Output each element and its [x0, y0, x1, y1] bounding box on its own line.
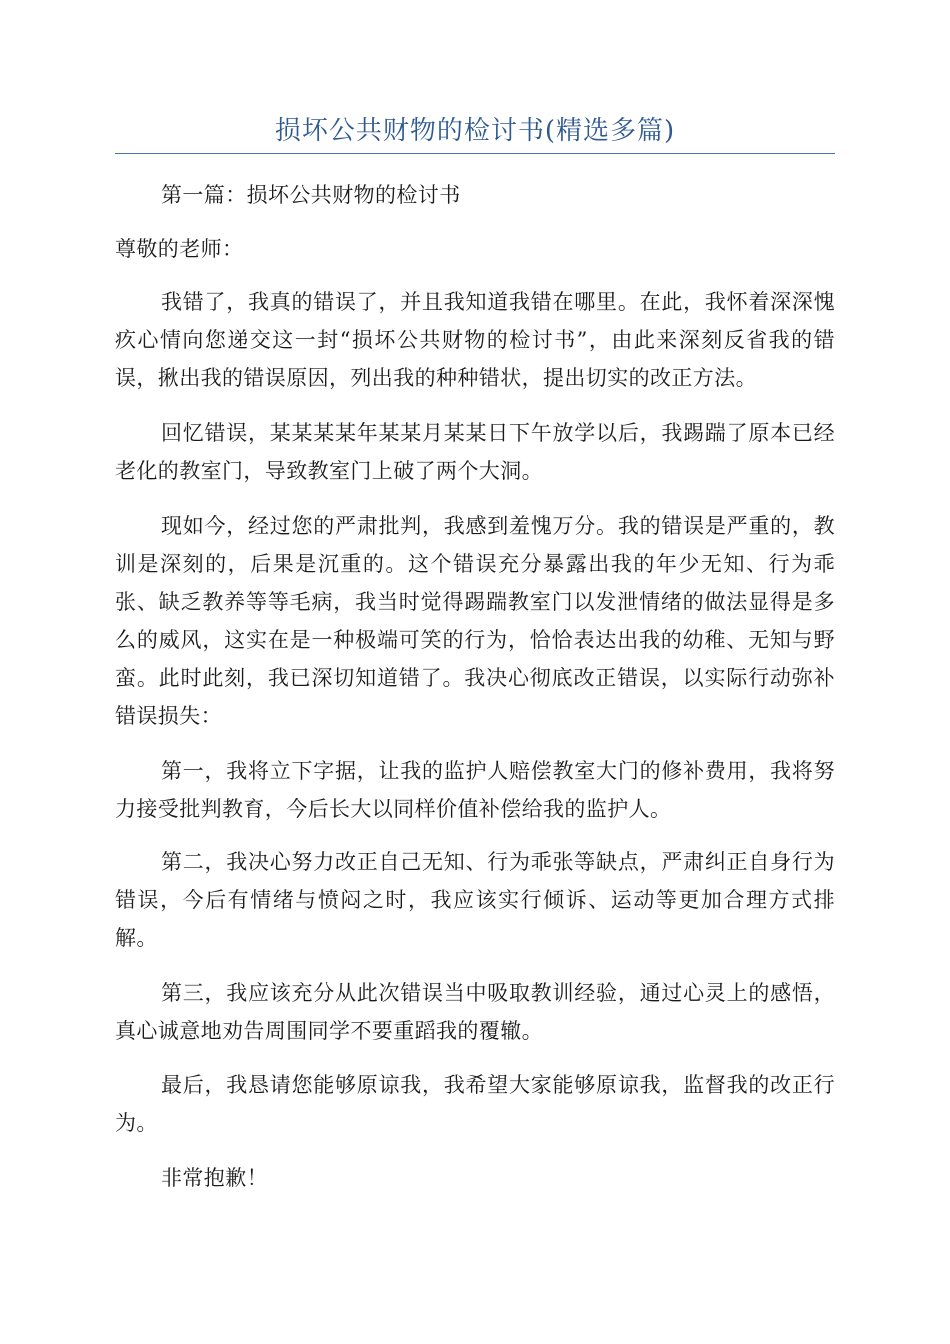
- paragraph-final-apology: 非常抱歉！: [161, 1166, 268, 1190]
- paragraph-apology-intro: 我错了，我真的错误了，并且我知道我错在哪里。在此，我怀着深深愧疚心情向您递交这一封“损坏公共财物的检讨书”，由此来深刻反省我的错误，揪出我的错误原因，列出我的种种错状，提出切实的改正方法。: [115, 290, 835, 390]
- paragraph-point-two: 第二，我决心努力改正自己无知、行为乖张等缺点，严肃纠正自身行为错误，今后有情绪与愤闷之时，我应该实行倾诉、运动等更加合理方式排解。: [115, 850, 835, 950]
- title-underline: [115, 153, 835, 154]
- document-title: 损坏公共财物的检讨书(精选多篇): [274, 116, 676, 146]
- salutation: 尊敬的老师：: [115, 237, 244, 261]
- paragraph-reflection: 现如今，经过您的严肃批判，我感到羞愧万分。我的错误是严重的，教训是深刻的，后果是沉重的。这个错误充分暴露出我的年少无知、行为乖张、缺乏教养等等毛病，我当时觉得踢踹教室门以发泄情绪的做法显得是多么的威风，这实在是一种极端可笑的行为，恰恰表达出我的幼稚、无知与野蛮。此时此刻，我已深切知道错了。我决心彻底改正错误，以实际行动弥补错误损失：: [115, 514, 835, 728]
- section-heading: 第一篇：损坏公共财物的检讨书: [161, 183, 461, 207]
- paragraph-closing-request: 最后，我恳请您能够原谅我，我希望大家能够原谅我，监督我的改正行为。: [115, 1073, 835, 1135]
- paragraph-point-three: 第三，我应该充分从此次错误当中吸取教训经验，通过心灵上的感悟，真心诚意地劝告周围同学不要重蹈我的覆辙。: [115, 981, 835, 1043]
- paragraph-recollection: 回忆错误，某某某某年某某月某某日下午放学以后，我踢踹了原本已经老化的教室门，导致教室门上破了两个大洞。: [115, 421, 835, 483]
- paragraph-point-one: 第一，我将立下字据，让我的监护人赔偿教室大门的修补费用，我将努力接受批判教育，今后长大以同样价值补偿给我的监护人。: [115, 759, 835, 821]
